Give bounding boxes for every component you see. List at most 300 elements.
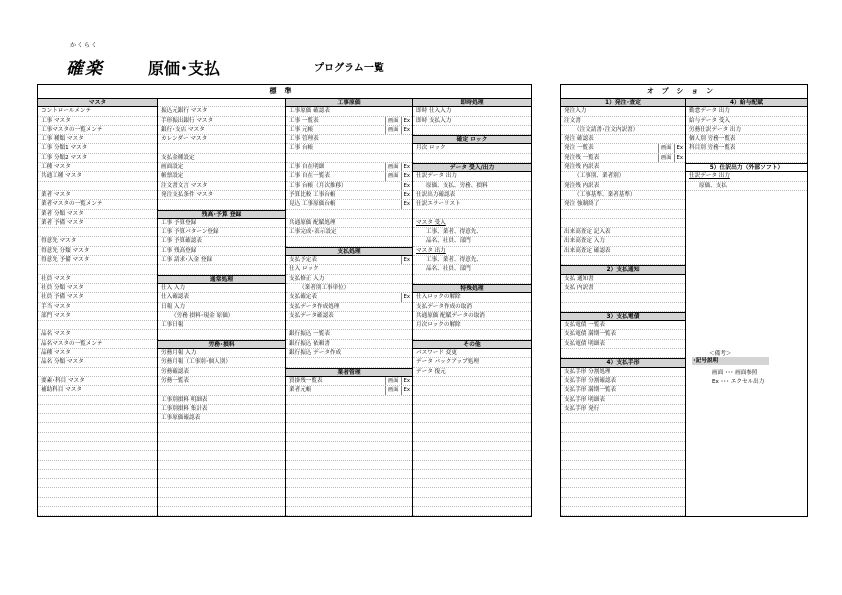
item-label: 銀行振込 依頼書	[289, 340, 330, 347]
empty-row	[38, 414, 157, 423]
program-item[interactable]	[286, 135, 412, 144]
item-label: （工事別、業者別）	[574, 173, 625, 180]
program-item[interactable]	[413, 172, 531, 181]
empty-row	[38, 405, 157, 414]
furigana: かくらく	[70, 42, 99, 49]
item-label: 手当 マスタ	[41, 303, 71, 310]
program-item[interactable]	[38, 312, 157, 321]
program-item[interactable]	[158, 126, 285, 135]
item-label: 業者元帳	[289, 387, 312, 394]
program-item[interactable]	[158, 163, 285, 172]
program-item[interactable]	[286, 182, 412, 191]
empty-row	[286, 358, 412, 367]
empty-row	[38, 423, 157, 432]
notes-line-screen: 画面 ･･･ 画面参照	[712, 370, 758, 376]
item-label: マスタ 受入	[416, 219, 446, 226]
program-item[interactable]	[561, 405, 685, 414]
program-item[interactable]	[286, 163, 412, 172]
program-item[interactable]	[561, 237, 685, 246]
standard-column-4	[413, 98, 531, 516]
excel-tag: Ex	[401, 163, 412, 171]
empty-row	[286, 414, 412, 423]
item-label: 銀行振込 データ作成	[289, 350, 342, 357]
output-tags	[658, 154, 685, 162]
empty-row	[413, 386, 531, 395]
program-item[interactable]	[158, 154, 285, 163]
program-item[interactable]	[286, 330, 412, 339]
program-item[interactable]	[286, 275, 412, 284]
program-item[interactable]	[413, 321, 531, 330]
program-item[interactable]	[286, 107, 412, 116]
program-item[interactable]	[686, 144, 807, 153]
excel-tag: Ex	[401, 182, 412, 190]
item-label: 仕訳データ 出力	[689, 173, 730, 180]
program-item[interactable]	[413, 293, 531, 302]
empty-row	[158, 451, 285, 460]
program-item[interactable]	[38, 237, 157, 246]
program-item[interactable]	[413, 219, 531, 228]
program-item[interactable]	[561, 154, 685, 163]
program-item[interactable]	[38, 256, 157, 265]
program-item[interactable]	[561, 368, 685, 377]
program-item[interactable]	[561, 107, 685, 116]
empty-row	[38, 321, 157, 330]
notes-line-excel: Ex ･･･ エクセル出力	[712, 379, 765, 385]
section-header	[413, 340, 531, 349]
item-label: 社員 予備 マスタ	[41, 294, 84, 301]
program-item[interactable]	[158, 321, 285, 330]
item-label: 支払予定表	[289, 257, 317, 264]
empty-row	[413, 451, 531, 460]
program-item[interactable]	[158, 358, 285, 367]
item-label: 仕訳データ 出力	[416, 173, 457, 180]
program-item[interactable]	[686, 135, 807, 144]
program-item[interactable]	[286, 126, 412, 135]
screen-tag: 画面	[658, 154, 674, 162]
program-item[interactable]	[413, 349, 531, 358]
empty-row	[413, 126, 531, 135]
program-item[interactable]	[286, 312, 412, 321]
item-label: 月次ロックの解除	[416, 322, 461, 329]
program-item[interactable]	[561, 191, 685, 200]
empty-row	[38, 265, 157, 274]
empty-row	[158, 330, 285, 339]
program-item[interactable]	[686, 126, 807, 135]
empty-row	[286, 461, 412, 470]
program-item[interactable]	[38, 358, 157, 367]
program-item[interactable]	[561, 144, 685, 153]
program-item[interactable]	[158, 237, 285, 246]
item-label: 工事、業者、得意先、	[426, 229, 482, 236]
program-item[interactable]	[286, 265, 412, 274]
empty-row	[38, 470, 157, 479]
item-label: データ 復元	[416, 368, 446, 375]
empty-row	[561, 488, 685, 497]
program-item[interactable]	[686, 107, 807, 116]
item-label: 工事 請求･入金 登録	[161, 257, 213, 264]
empty-row	[158, 386, 285, 395]
program-item[interactable]	[38, 191, 157, 200]
item-label: 得意先 予備 マスタ	[41, 257, 90, 264]
program-item[interactable]	[38, 144, 157, 153]
program-item[interactable]	[561, 163, 685, 172]
output-tags	[401, 182, 412, 190]
program-item[interactable]	[38, 247, 157, 256]
screen-tag: 画面	[385, 377, 401, 385]
item-label: 原価、支払	[699, 182, 727, 189]
program-item[interactable]	[38, 386, 157, 395]
standard-panel	[37, 84, 532, 517]
empty-row	[38, 396, 157, 405]
item-label: 工事 元帳	[289, 126, 314, 133]
program-item[interactable]	[38, 154, 157, 163]
empty-row	[286, 396, 412, 405]
item-label: 支払確定表	[289, 294, 317, 301]
item-label: 仕訳出力確認表	[416, 191, 456, 198]
empty-row	[413, 507, 531, 516]
empty-row	[38, 182, 157, 191]
output-tags	[385, 172, 412, 180]
item-label: 支払手形 発行	[564, 405, 600, 412]
item-label: 労務月報 入力	[161, 350, 197, 357]
standard-column-1	[38, 98, 158, 516]
empty-row	[413, 498, 531, 507]
program-item[interactable]	[286, 144, 412, 153]
program-item[interactable]	[158, 377, 285, 386]
excel-tag: Ex	[674, 144, 685, 152]
item-label: 工事 一覧表	[289, 117, 319, 124]
excel-tag: Ex	[401, 377, 412, 385]
program-item[interactable]	[561, 284, 685, 293]
program-item[interactable]	[413, 237, 531, 246]
program-item[interactable]	[413, 358, 531, 367]
item-label: 工事 自在明細	[289, 164, 325, 171]
program-item[interactable]	[286, 200, 412, 209]
program-item[interactable]	[38, 163, 157, 172]
program-item[interactable]	[286, 349, 412, 358]
program-item[interactable]	[286, 377, 412, 386]
empty-row	[38, 461, 157, 470]
excel-tag: Ex	[401, 191, 412, 199]
item-label: 労務仕訳データ 出力	[689, 126, 742, 133]
empty-row	[38, 479, 157, 488]
program-item[interactable]	[158, 191, 285, 200]
program-item[interactable]	[38, 200, 157, 209]
program-item[interactable]	[286, 256, 412, 265]
item-label: 労務一覧表	[161, 377, 189, 384]
output-tags	[385, 117, 412, 125]
program-item[interactable]	[38, 135, 157, 144]
empty-row	[38, 433, 157, 442]
item-label: パスワード 変更	[416, 350, 457, 357]
program-item[interactable]	[561, 247, 685, 256]
item-label: 工事原価確認表	[161, 415, 201, 422]
program-item[interactable]	[158, 107, 285, 116]
section-header	[561, 98, 685, 107]
program-item[interactable]	[286, 219, 412, 228]
program-item[interactable]	[38, 349, 157, 358]
program-item[interactable]	[286, 386, 412, 395]
item-label: 通常処理	[209, 276, 234, 283]
empty-row	[561, 256, 685, 265]
program-item[interactable]	[413, 200, 531, 209]
program-item[interactable]	[561, 275, 685, 284]
empty-row	[38, 368, 157, 377]
screen-tag: 画面	[385, 386, 401, 394]
program-item[interactable]	[686, 182, 807, 191]
item-label: 3）支払電債	[606, 313, 640, 320]
empty-row	[413, 433, 531, 442]
item-label: 出来高査定 記入表	[564, 229, 611, 236]
program-item[interactable]	[38, 275, 157, 284]
program-item[interactable]	[38, 117, 157, 126]
item-label: 業者 マスタ	[41, 191, 71, 198]
program-item[interactable]	[561, 321, 685, 330]
excel-tag: Ex	[401, 293, 412, 301]
item-label: 1）発注･査定	[605, 100, 641, 106]
item-label: 原価、支払、労務、損料	[426, 182, 488, 189]
item-label: 工種 マスタ	[41, 164, 71, 171]
program-item[interactable]	[686, 117, 807, 126]
program-item[interactable]	[38, 293, 157, 302]
empty-row	[286, 442, 412, 451]
output-tags	[401, 200, 412, 208]
item-label: （労務 損料･現金 原価）	[171, 312, 234, 319]
program-item[interactable]	[158, 228, 285, 237]
program-item[interactable]	[413, 247, 531, 256]
empty-row	[158, 144, 285, 153]
item-label: コントロールメンテ	[41, 108, 92, 115]
program-item[interactable]	[38, 219, 157, 228]
excel-tag: Ex	[401, 256, 412, 264]
program-item[interactable]	[158, 219, 285, 228]
item-label: 見込 工事原価台帳	[289, 201, 336, 208]
empty-row	[561, 507, 685, 516]
program-item[interactable]	[413, 312, 531, 321]
screen-tag: 画面	[658, 144, 674, 152]
program-item[interactable]	[158, 182, 285, 191]
empty-row	[158, 498, 285, 507]
item-label: 2）支払通知	[606, 267, 640, 274]
empty-row	[413, 488, 531, 497]
program-item[interactable]	[286, 293, 412, 302]
program-item[interactable]	[38, 303, 157, 312]
empty-row	[286, 498, 412, 507]
item-label: 振込元銀行 マスタ	[161, 108, 208, 115]
item-label: 工事、業者、得意先、	[426, 257, 482, 264]
item-label: 工事 種類 マスタ	[41, 136, 84, 143]
program-item[interactable]	[413, 228, 531, 237]
program-item[interactable]	[286, 191, 412, 200]
program-item[interactable]	[413, 368, 531, 377]
output-tags	[385, 163, 412, 171]
item-label: 労務確認表	[161, 368, 189, 375]
item-label: 勤怠データ 出力	[689, 108, 730, 115]
program-item[interactable]	[561, 228, 685, 237]
empty-row	[158, 507, 285, 516]
excel-tag: Ex	[401, 200, 412, 208]
item-label: 工事完成･表示設定	[289, 229, 337, 236]
item-label: 発注 確認表	[564, 136, 594, 143]
notes-heading: ＜備考＞	[709, 351, 732, 357]
item-label: マスタ	[88, 100, 107, 106]
section-header	[561, 265, 685, 274]
item-label: 共通工種 マスタ	[41, 173, 82, 180]
program-item[interactable]	[38, 284, 157, 293]
program-item[interactable]	[561, 182, 685, 191]
item-label: 残高･予算 登録	[201, 211, 242, 218]
empty-row	[286, 488, 412, 497]
empty-row	[38, 451, 157, 460]
program-item[interactable]	[158, 117, 285, 126]
program-item[interactable]	[413, 117, 531, 126]
program-item[interactable]	[158, 312, 285, 321]
empty-row	[413, 479, 531, 488]
program-item[interactable]	[413, 256, 531, 265]
program-item[interactable]	[158, 414, 285, 423]
program-item[interactable]	[158, 256, 285, 265]
program-item[interactable]	[413, 303, 531, 312]
program-item[interactable]	[158, 396, 285, 405]
program-item[interactable]	[38, 340, 157, 349]
program-item[interactable]	[158, 284, 285, 293]
item-label: 社員 分類 マスタ	[41, 284, 84, 291]
item-label: 工事 台帳	[289, 145, 314, 152]
item-label: データ バックアップ処理	[416, 359, 479, 366]
item-label: 要素･科目 マスタ	[41, 377, 85, 384]
item-label: 仕入ロックの解除	[416, 294, 461, 301]
empty-row	[561, 349, 685, 358]
program-item[interactable]	[561, 172, 685, 181]
item-label: 支払手形 満期一覧表	[564, 387, 617, 394]
program-item[interactable]	[158, 172, 285, 181]
program-item[interactable]	[38, 210, 157, 219]
item-label: 仕入 入力	[161, 284, 186, 291]
program-item[interactable]	[561, 340, 685, 349]
empty-row	[286, 210, 412, 219]
empty-row	[286, 423, 412, 432]
empty-row	[286, 479, 412, 488]
excel-tag: Ex	[401, 126, 412, 134]
excel-tag: Ex	[674, 154, 685, 162]
empty-row	[413, 330, 531, 339]
item-label: 工事別損料 集計表	[161, 405, 208, 412]
item-label: 注文書文言 マスタ	[161, 182, 208, 189]
item-label: 日報 入力	[161, 303, 186, 310]
program-item[interactable]	[286, 172, 412, 181]
program-item[interactable]	[413, 144, 531, 153]
item-label: 得意先 分類 マスタ	[41, 247, 90, 254]
program-item[interactable]	[413, 191, 531, 200]
item-label: 業者 分類 マスタ	[41, 210, 84, 217]
empty-row	[286, 433, 412, 442]
program-item[interactable]	[38, 330, 157, 339]
output-tags	[401, 191, 412, 199]
item-label: 即時 支払入力	[416, 117, 452, 124]
excel-tag: Ex	[401, 117, 412, 125]
program-item[interactable]	[286, 303, 412, 312]
item-label: 支払データ作成処理	[289, 303, 340, 310]
program-item[interactable]	[286, 228, 412, 237]
program-item[interactable]	[158, 405, 285, 414]
program-item[interactable]	[286, 117, 412, 126]
program-item[interactable]	[561, 126, 685, 135]
item-label: 5）仕訳出力（外部ソフト）	[709, 165, 784, 172]
empty-row	[561, 498, 685, 507]
item-label: 工事原価	[337, 100, 361, 106]
item-label: 工事 分類2 マスタ	[41, 154, 88, 161]
item-label: 工事日報	[161, 322, 184, 329]
section-header	[413, 163, 531, 172]
empty-row	[286, 321, 412, 330]
program-item[interactable]	[38, 107, 157, 116]
program-item[interactable]	[413, 107, 531, 116]
empty-row	[158, 200, 285, 209]
program-item[interactable]	[561, 396, 685, 405]
excel-tag: Ex	[401, 172, 412, 180]
item-label: 仕入 ロック	[289, 266, 319, 273]
item-label: 品名、社員、部門	[426, 266, 471, 273]
program-item[interactable]	[413, 265, 531, 274]
standard-panel-header: 標準	[38, 85, 531, 99]
item-label: 共通原価 配賦データの取消	[416, 312, 485, 319]
program-item[interactable]	[38, 172, 157, 181]
program-item[interactable]	[286, 340, 412, 349]
notes-legend-title: ･記号説明	[692, 357, 769, 365]
item-label: 仕入確認表	[161, 294, 189, 301]
item-label: 業者管理	[337, 369, 361, 376]
item-label: 労務･損料	[208, 341, 235, 348]
program-item[interactable]	[561, 117, 685, 126]
program-item[interactable]	[561, 330, 685, 339]
empty-row	[38, 507, 157, 516]
empty-row	[158, 98, 285, 107]
program-item[interactable]	[286, 284, 412, 293]
program-item[interactable]	[158, 135, 285, 144]
program-item[interactable]	[686, 172, 807, 181]
item-label: 支払データ確認表	[289, 312, 334, 319]
empty-row	[158, 479, 285, 488]
item-label: 支払手形 分割処理	[564, 368, 611, 375]
program-item[interactable]	[158, 293, 285, 302]
section-header	[158, 275, 285, 284]
item-label: 発注残 一覧表	[564, 154, 600, 161]
program-item[interactable]	[561, 200, 685, 209]
program-item[interactable]	[158, 368, 285, 377]
program-item[interactable]	[561, 135, 685, 144]
program-item[interactable]	[158, 247, 285, 256]
options-column-2	[686, 98, 807, 516]
item-label: 補助科目 マスタ	[41, 387, 82, 394]
program-item[interactable]	[38, 377, 157, 386]
program-item[interactable]	[561, 377, 685, 386]
item-label: 支払修正 入力	[289, 275, 325, 282]
output-tags	[401, 256, 412, 264]
empty-row	[686, 154, 807, 163]
program-item[interactable]	[158, 349, 285, 358]
empty-row	[413, 470, 531, 479]
item-label: 科目別 労務一覧表	[689, 145, 736, 152]
program-item[interactable]	[413, 182, 531, 191]
program-item[interactable]	[158, 303, 285, 312]
item-label: 共通原価 配賦処理	[289, 219, 336, 226]
section-header	[413, 284, 531, 293]
options-column-1	[561, 98, 686, 516]
empty-row	[38, 228, 157, 237]
empty-row	[561, 293, 685, 302]
program-item[interactable]	[561, 386, 685, 395]
program-item[interactable]	[38, 126, 157, 135]
